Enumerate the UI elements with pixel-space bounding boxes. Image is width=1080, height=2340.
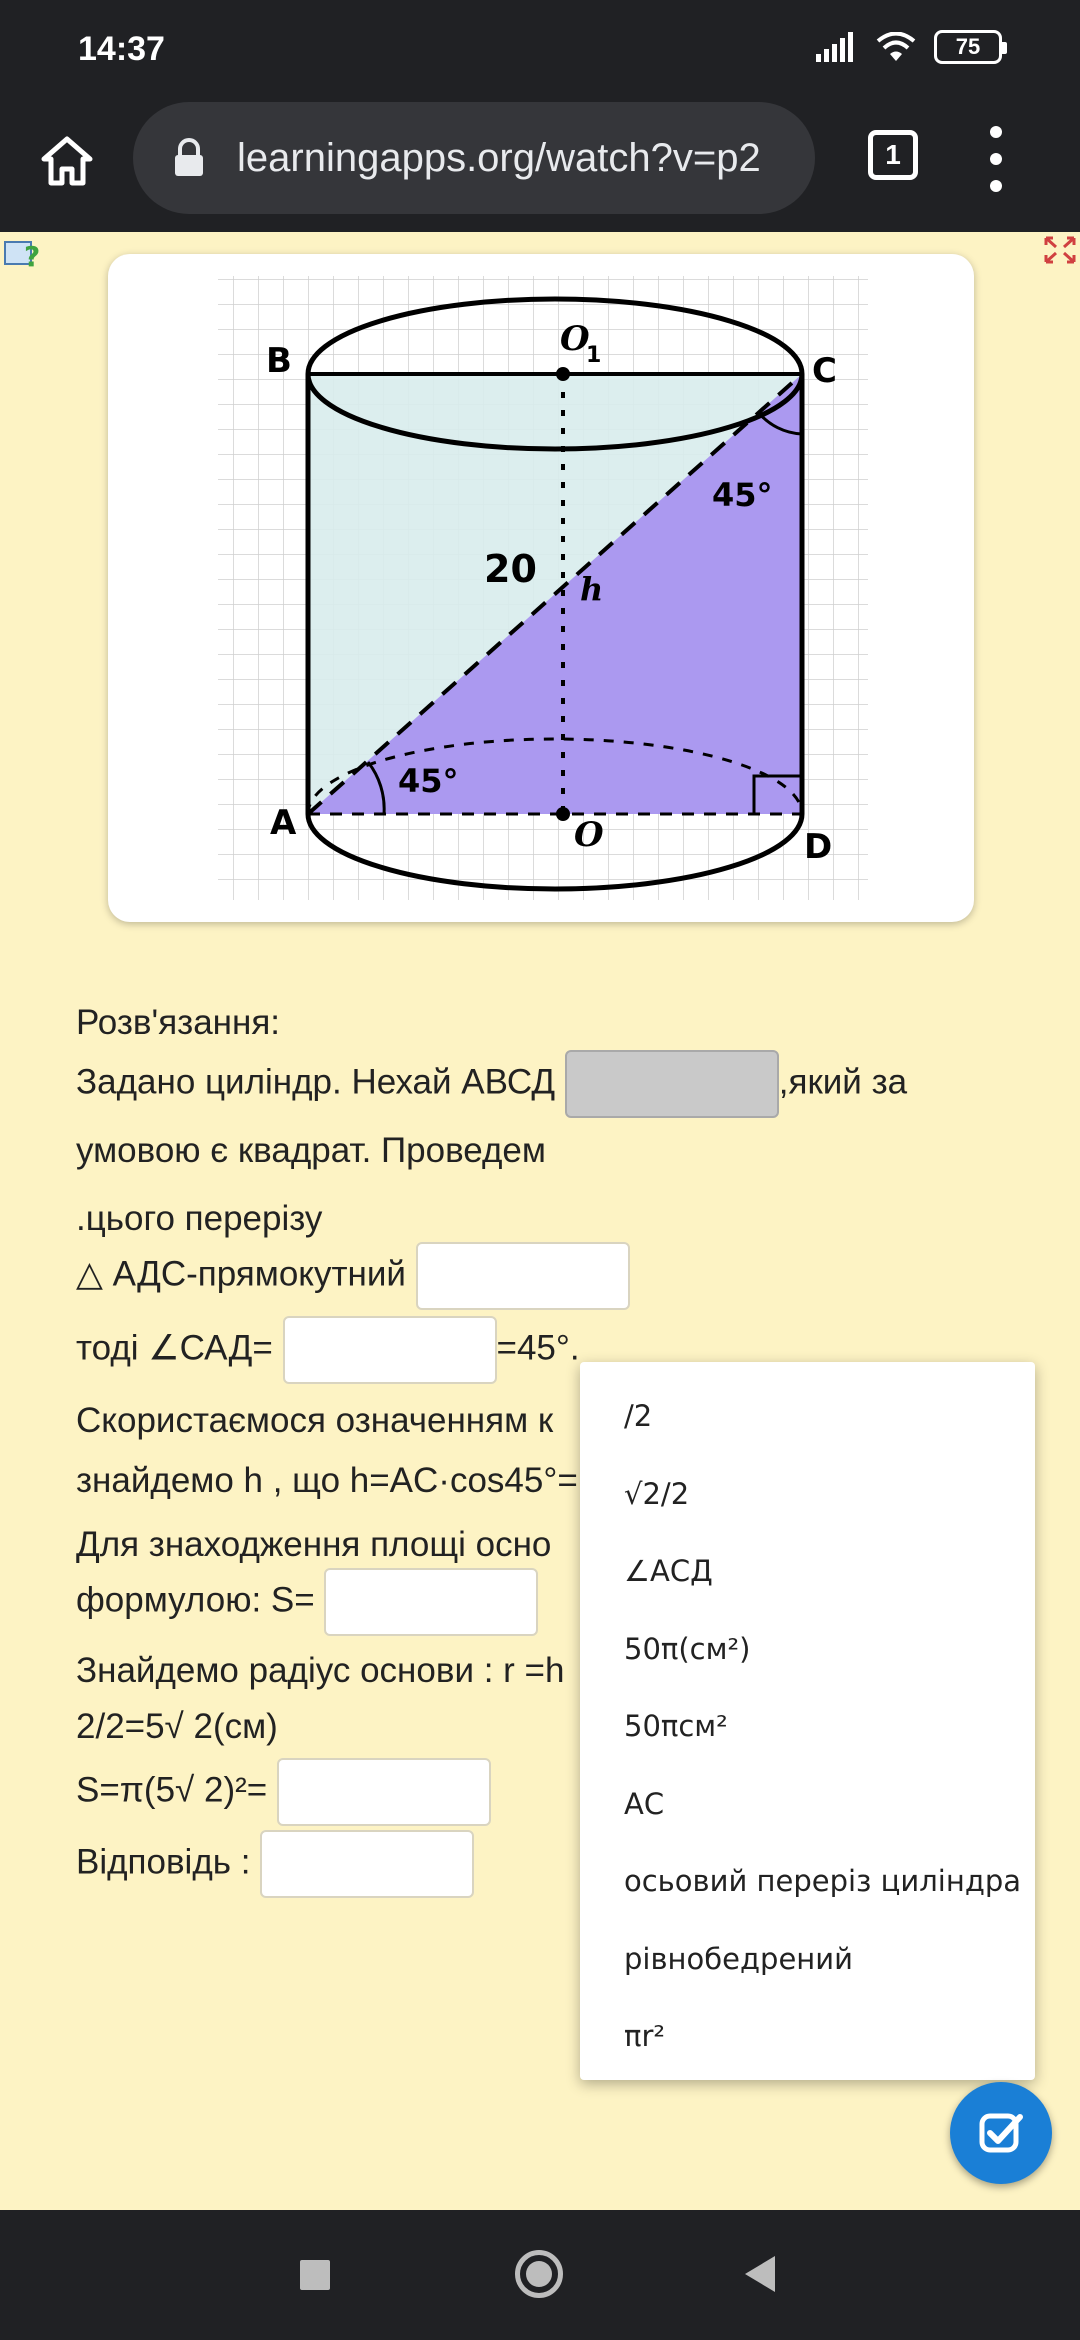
solution-line-1 bbox=[76, 1050, 907, 1118]
option-item[interactable]: АС bbox=[624, 1786, 665, 1821]
answer-blank-6[interactable] bbox=[324, 1568, 538, 1636]
tab-count: 1 bbox=[885, 139, 901, 170]
solution-line-8: Для знаходження площі осно bbox=[76, 1525, 552, 1564]
label-o: O bbox=[574, 815, 604, 855]
option-item[interactable]: 50π(см²) bbox=[624, 1631, 751, 1666]
tab-switcher-button[interactable] bbox=[868, 130, 918, 180]
check-answers-button[interactable] bbox=[950, 2082, 1052, 2184]
home-button[interactable] bbox=[30, 124, 104, 198]
wifi-icon bbox=[876, 32, 916, 62]
solution-line-7: знайдемо h , що h=AC·cos45°= bbox=[76, 1461, 578, 1500]
system-nav-bar bbox=[0, 2210, 1080, 2340]
label-height: 20 bbox=[484, 547, 537, 591]
line-12-text: S=π(5√ 2)²= bbox=[76, 1770, 277, 1810]
browser-toolbar bbox=[0, 96, 1080, 232]
menu-dot-icon bbox=[990, 180, 1002, 192]
menu-dot-icon bbox=[990, 126, 1002, 138]
solution-line-13 bbox=[76, 1830, 474, 1898]
answer-blank-4[interactable] bbox=[283, 1316, 497, 1384]
task-image-card bbox=[108, 254, 974, 922]
option-item[interactable]: /2 bbox=[624, 1399, 653, 1433]
home-nav-button[interactable] bbox=[515, 2250, 563, 2298]
cylinder-figure bbox=[108, 254, 974, 922]
answer-options-dropdown bbox=[580, 1362, 1035, 2080]
status-time: 14:37 bbox=[78, 30, 165, 68]
back-button[interactable] bbox=[745, 2256, 775, 2292]
option-item[interactable]: 50πсм² bbox=[624, 1709, 728, 1743]
menu-dot-icon bbox=[990, 153, 1002, 165]
status-icons bbox=[816, 30, 1002, 64]
solution-line-5 bbox=[76, 1316, 580, 1384]
answer-blank-3[interactable] bbox=[416, 1242, 630, 1310]
signal-icon bbox=[816, 32, 858, 62]
help-icon[interactable] bbox=[4, 236, 42, 270]
solution-line-6: Скористаємося означенням к bbox=[76, 1401, 554, 1440]
option-item[interactable]: ∠АСД bbox=[624, 1554, 713, 1588]
battery-icon bbox=[934, 30, 1002, 64]
answer-blank-1[interactable] bbox=[565, 1050, 779, 1118]
browser-menu-button[interactable] bbox=[986, 126, 1006, 192]
label-d: D bbox=[804, 827, 833, 867]
answer-blank-8[interactable] bbox=[260, 1830, 474, 1898]
battery-level: 75 bbox=[955, 34, 981, 59]
option-item[interactable]: осьовий переріз циліндра bbox=[624, 1864, 1022, 1898]
label-o1-subscript: 1 bbox=[586, 343, 602, 368]
line-4-text: △ АДС-прямокутний bbox=[76, 1254, 416, 1294]
label-h: h bbox=[580, 570, 604, 608]
status-bar bbox=[0, 0, 1080, 96]
solution-line-10: Знайдемо радіус основи : r =h bbox=[76, 1651, 565, 1690]
checkmark-icon bbox=[976, 2108, 1026, 2158]
label-o1: O bbox=[560, 319, 590, 359]
solution-line-3: .цього перерізу bbox=[76, 1199, 323, 1238]
line-5-suffix: =45°. bbox=[496, 1328, 580, 1368]
option-item[interactable]: πr² bbox=[624, 2019, 666, 2053]
recent-apps-button[interactable] bbox=[300, 2260, 330, 2290]
line-1-suffix: ,який за bbox=[778, 1062, 908, 1102]
solution-line-2: умовою є квадрат. Проведем bbox=[76, 1131, 546, 1170]
label-a: A bbox=[270, 803, 297, 843]
answer-blank-7[interactable] bbox=[277, 1758, 491, 1826]
option-item[interactable]: √2/2 bbox=[624, 1476, 690, 1511]
label-c: C bbox=[812, 351, 837, 391]
app-content bbox=[0, 232, 1080, 2210]
solution-line-12 bbox=[76, 1758, 491, 1826]
solution-line-11: 2/2=5√ 2(см) bbox=[76, 1707, 278, 1746]
url-bar[interactable] bbox=[133, 102, 815, 214]
line-9-text: формулою: S= bbox=[76, 1580, 325, 1620]
url-text: learningapps.org/watch?v=p2 bbox=[237, 135, 761, 180]
solution-line-4 bbox=[76, 1242, 630, 1310]
line-13-text: Відповідь : bbox=[76, 1842, 261, 1882]
home-icon bbox=[40, 135, 94, 187]
option-item[interactable]: рівнобедрений bbox=[624, 1941, 853, 1976]
fullscreen-icon[interactable] bbox=[1044, 236, 1076, 264]
solution-title: Розв'язання: bbox=[76, 1003, 281, 1042]
label-b: B bbox=[266, 341, 292, 381]
svg-text:?: ? bbox=[24, 240, 41, 270]
line-1-text: Задано циліндр. Нехай АВСД bbox=[76, 1062, 565, 1102]
label-angle-c: 45° bbox=[712, 476, 773, 514]
line-5-text: тоді ∠САД= bbox=[76, 1328, 283, 1368]
label-angle-a: 45° bbox=[398, 762, 459, 800]
solution-line-9 bbox=[76, 1568, 538, 1636]
lock-icon bbox=[171, 138, 207, 178]
